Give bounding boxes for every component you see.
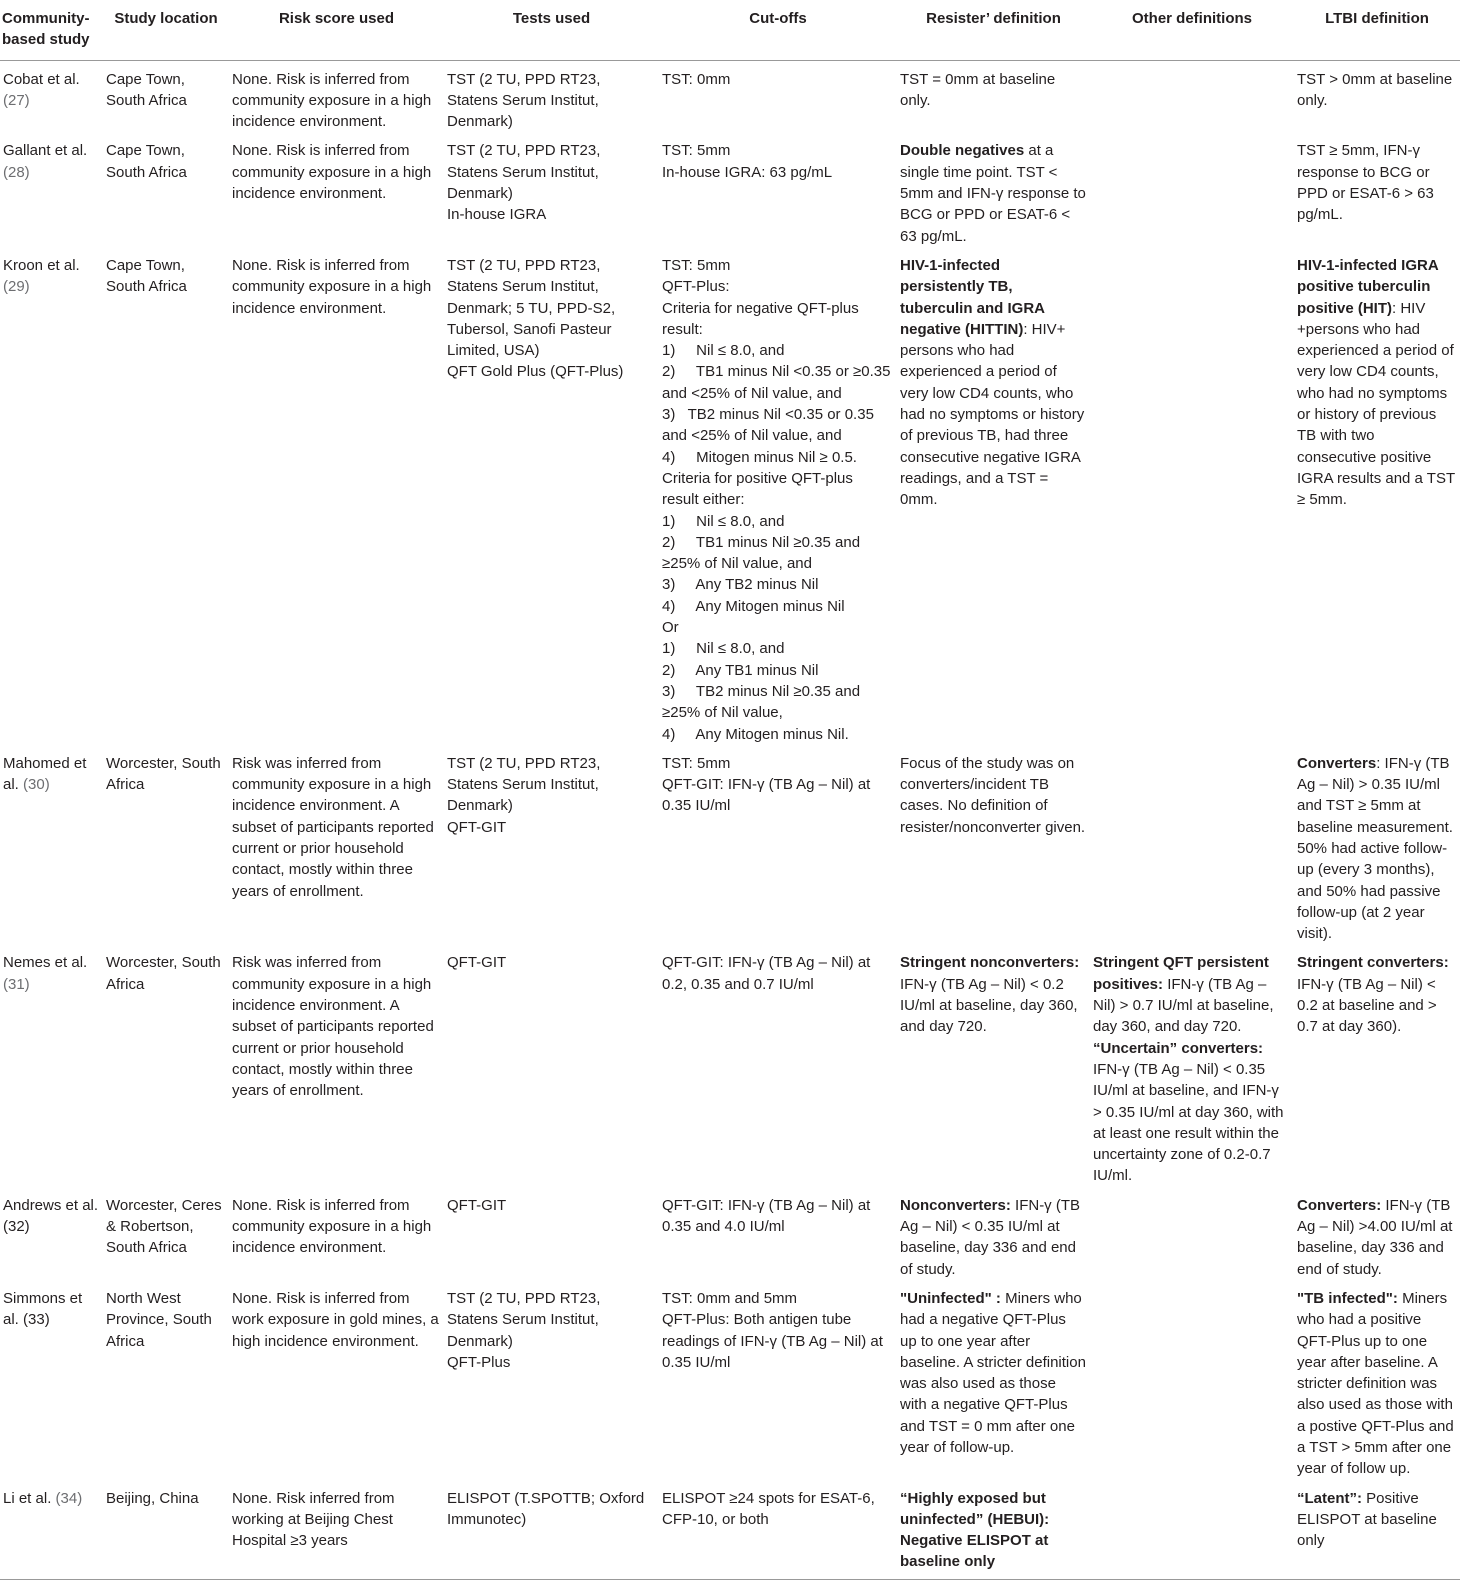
risk-text: None. Risk is inferred from community exposure in a high incidence environment. [232, 256, 432, 317]
cutoff-line: 1) Nil ≤ 8.0, and [662, 342, 785, 360]
other-cell [1090, 132, 1294, 246]
ltbi-text: : IFN-γ (TB Ag – Nil) > 0.35 IU/ml and TST ≥ 5mm at baseline measurement. 50% had active follow-up (every 3 months), and 50% had passive follow-up (at 2 year visit). [1297, 754, 1453, 943]
study-ref-link[interactable]: (30) [23, 776, 50, 794]
study-cell [0, 60, 103, 132]
study-cell [0, 944, 103, 1186]
resister-term: Nonconverters: [900, 1196, 1011, 1214]
cutoffs-cell [659, 60, 897, 132]
test-line: QFT Gold Plus (QFT-Plus) [447, 363, 624, 381]
resister-cell [897, 132, 1090, 246]
cutoff-line: 3) TB2 minus Nil ≥0.35 and ≥25% of Nil value, [662, 682, 865, 722]
ltbi-cell [1294, 1187, 1460, 1280]
header-resister-definition: Resister’ definition [897, 0, 1090, 60]
study-ref-link[interactable]: (29) [3, 278, 30, 296]
cutoff-line: Criteria for positive QFT-plus result either: [662, 469, 858, 509]
resister-text: : HIV+ persons who had experienced a period of very low CD4 counts, who had no symptoms or history of previous TB, had three consecutive negative IGRA readings, and a TST = 0mm. [900, 320, 1085, 509]
other-term: Stringent QFT persistent positives: [1093, 954, 1269, 993]
study-cell [0, 247, 103, 745]
header-cutoffs: Cut-offs [659, 0, 897, 60]
other-text: IFN-γ (TB Ag – Nil) < 0.35 IU/ml at baseline, and IFN-γ > 0.35 IU/ml at day 360, with at least one result within the uncertainty zone of 0.2-0.7 IU/ml. [1093, 1060, 1284, 1185]
resister-cell [897, 1280, 1090, 1480]
location-text: Cape Town, South Africa [106, 142, 187, 181]
table-row [0, 745, 1460, 945]
ltbi-text: TST ≥ 5mm, IFN-γ response to BCG or PPD or ESAT-6 > 63 pg/mL. [1297, 142, 1434, 224]
cutoff-line: 1) Nil ≤ 8.0, and [662, 640, 785, 658]
location-text: Cape Town, South Africa [106, 256, 187, 296]
cutoff-line: TST: 5mm [662, 754, 731, 772]
cutoff-line: QFT-Plus: Both antigen tube readings of IFN-γ (TB Ag – Nil) at 0.35 IU/ml [662, 1311, 888, 1371]
resister-text: IFN-γ (TB Ag – Nil) < 0.2 IU/ml at baseline, day 360, and day 720. [900, 975, 1078, 1036]
cutoff-line: 2) TB1 minus Nil ≥0.35 and ≥25% of Nil value, and [662, 533, 865, 573]
location-text: North West Province, South Africa [106, 1289, 212, 1350]
location-cell [103, 132, 229, 246]
cutoff-line: 3) TB2 minus Nil <0.35 or 0.35 and <25% of Nil value, and [662, 406, 879, 445]
study-name: Li et al. [3, 1489, 52, 1507]
resister-term: “Highly exposed but uninfected” (HEBUI): Negative ELISPOT at baseline only [900, 1489, 1050, 1571]
cutoffs-cell [659, 132, 897, 246]
test-line: TST (2 TU, PPD RT23, Statens Serum Institut, Denmark) [447, 754, 601, 815]
risk-text: None. Risk is inferred from community exposure in a high incidence environment. [232, 70, 432, 131]
risk-cell [229, 1187, 444, 1280]
table-row [0, 132, 1460, 246]
tests-cell [444, 1187, 659, 1280]
ltbi-cell [1294, 944, 1460, 1186]
resister-cell [897, 60, 1090, 132]
tests-cell [444, 247, 659, 745]
tests-cell [444, 132, 659, 246]
risk-text: None. Risk is inferred from work exposure in gold mines, a high incidence environment. [232, 1289, 439, 1350]
table-row [0, 1187, 1460, 1280]
cutoff-line: In-house IGRA: 63 pg/mL [662, 163, 833, 181]
ltbi-cell [1294, 247, 1460, 745]
ltbi-text: Miners who had a positive QFT-Plus up to one year after baseline. A stricter definition was also used as those with a postive QFT-Plus and a TST > 5mm after one year of follow up. [1297, 1289, 1454, 1478]
tests-cell [444, 1280, 659, 1480]
cutoff-line: 1) Nil ≤ 8.0, and [662, 512, 785, 530]
other-definition [1093, 1038, 1290, 1187]
resister-text: Miners who had a negative QFT-Plus up to one year after baseline. A stricter definition was also used as those with a negative QFT-Plus and TST = 0 mm after one year of follow-up. [900, 1289, 1086, 1456]
header-other-definitions: Other definitions [1090, 0, 1294, 60]
cutoff-line: QFT-GIT: IFN-γ (TB Ag – Nil) at 0.2, 0.35 and 0.7 IU/ml [662, 954, 875, 993]
test-line: QFT-GIT [447, 1196, 507, 1214]
risk-cell [229, 944, 444, 1186]
study-name: Gallant et al. [3, 142, 88, 160]
risk-text: Risk was inferred from community exposure in a high incidence environment. A subset of participants reported current or prior household contact, mostly within three years of enrollment. [232, 954, 434, 1100]
risk-cell [229, 247, 444, 745]
cutoff-line: 4) Mitogen minus Nil ≥ 0.5. [662, 448, 857, 466]
location-text: Beijing, China [106, 1489, 199, 1507]
ltbi-cell [1294, 60, 1460, 132]
ltbi-text: Positive ELISPOT at baseline only [1297, 1489, 1437, 1550]
study-name: Andrews et al. (32) [3, 1196, 99, 1236]
location-cell [103, 247, 229, 745]
cutoff-line: 3) Any TB2 minus Nil [662, 576, 819, 594]
location-text: Worcester, South Africa [106, 754, 221, 794]
location-text: Worcester, South Africa [106, 954, 221, 993]
cutoffs-cell [659, 1480, 897, 1580]
ltbi-text: : HIV +persons who had experienced a period of very low CD4 counts, who had no symptoms or history of previous TB with two consecutive positive IGRA results and a TST ≥ 5mm. [1297, 299, 1455, 509]
resister-cell [897, 745, 1090, 945]
ltbi-cell [1294, 132, 1460, 246]
table-row [0, 1280, 1460, 1480]
header-risk-score: Risk score used [229, 0, 444, 60]
study-cell [0, 132, 103, 246]
risk-text: None. Risk is inferred from community exposure in a high incidence environment. [232, 1196, 432, 1257]
risk-cell [229, 1480, 444, 1580]
cutoff-line: 4) Any Mitogen minus Nil. [662, 725, 849, 743]
cutoff-line: ELISPOT ≥24 spots for ESAT-6, CFP-10, or both [662, 1489, 879, 1528]
other-cell [1090, 1187, 1294, 1280]
ltbi-text: IFN-γ (TB Ag – Nil) < 0.2 at baseline and > 0.7 at day 360). [1297, 975, 1437, 1036]
location-text: Worcester, Ceres & Robertson, South Africa [106, 1196, 222, 1257]
study-cell [0, 1187, 103, 1280]
risk-text: None. Risk inferred from working at Beijing Chest Hospital ≥3 years [232, 1489, 395, 1550]
ltbi-term: Converters: [1297, 1196, 1382, 1214]
header-ltbi-definition: LTBI definition [1294, 0, 1460, 60]
ltbi-cell [1294, 1480, 1460, 1580]
location-cell [103, 745, 229, 945]
ltbi-term: Converters [1297, 754, 1377, 772]
test-line: QFT-GIT [447, 954, 507, 972]
tests-cell [444, 60, 659, 132]
test-line: TST (2 TU, PPD RT23, Statens Serum Institut, Denmark) [447, 142, 601, 203]
table-row [0, 247, 1460, 745]
study-name: Nemes et al. [3, 954, 88, 972]
study-ref-link[interactable]: (27) [3, 91, 30, 109]
risk-text: None. Risk is inferred from community exposure in a high incidence environment. [232, 142, 432, 203]
resister-term: Stringent nonconverters: [900, 954, 1080, 972]
study-cell [0, 745, 103, 945]
other-cell [1090, 944, 1294, 1186]
study-ref-link[interactable]: (28) [3, 163, 30, 181]
other-text: IFN-γ (TB Ag – Nil) > 0.7 IU/ml at baseline, day 360, and day 720. [1093, 975, 1274, 1036]
location-cell [103, 1280, 229, 1480]
cutoff-line: Or [662, 619, 679, 637]
table-row [0, 944, 1460, 1186]
tests-cell [444, 745, 659, 945]
risk-cell [229, 745, 444, 945]
resister-term: Double negatives [900, 142, 1025, 160]
cutoff-line: QFT-GIT: IFN-γ (TB Ag – Nil) at 0.35 IU/ml [662, 776, 875, 815]
test-line: QFT-Plus [447, 1353, 511, 1371]
resister-cell [897, 247, 1090, 745]
cutoffs-cell [659, 1280, 897, 1480]
resister-term: "Uninfected" : [900, 1289, 1001, 1307]
resister-text: at a single time point. TST < 5mm and IFN-γ response to BCG or PPD or ESAT-6 < 63 pg/mL. [900, 142, 1086, 245]
study-cell [0, 1480, 103, 1580]
location-cell [103, 944, 229, 1186]
test-line: ELISPOT (T.SPOTTB; Oxford Immunotec) [447, 1489, 645, 1528]
resister-text: Focus of the study was on converters/incident TB cases. No definition of resister/nonconverter given. [900, 754, 1086, 836]
cutoff-line: TST: 0mm and 5mm [662, 1289, 798, 1307]
other-cell [1090, 1480, 1294, 1580]
cutoffs-cell [659, 944, 897, 1186]
study-cell [0, 1280, 103, 1480]
ltbi-cell [1294, 745, 1460, 945]
test-line: In-house IGRA [447, 206, 547, 224]
test-line: TST (2 TU, PPD RT23, Statens Serum Institut, Denmark; 5 TU, PPD-S2, Tubersol, Sanofi Pasteur Limited, USA) [447, 256, 616, 360]
header-location: Study location [103, 0, 229, 60]
table-body [0, 60, 1460, 1579]
cutoffs-cell [659, 745, 897, 945]
ltbi-term: "TB infected": [1297, 1289, 1398, 1307]
other-cell [1090, 247, 1294, 745]
test-line: TST (2 TU, PPD RT23, Statens Serum Institut, Denmark) [447, 70, 601, 131]
resister-cell [897, 1187, 1090, 1280]
table-header [0, 0, 1460, 60]
resister-cell [897, 1480, 1090, 1580]
cutoff-line: 4) Any Mitogen minus Nil [662, 597, 845, 615]
cutoff-line: 2) Any TB1 minus Nil [662, 661, 819, 679]
cutoff-line: QFT-Plus: [662, 278, 730, 296]
study-ref-link[interactable]: (31) [3, 975, 30, 993]
header-tests: Tests used [444, 0, 659, 60]
study-name: Kroon et al. [3, 256, 80, 274]
ltbi-term: HIV-1-infected IGRA positive tuberculin positive (HIT) [1297, 256, 1439, 317]
study-name: Simmons et al. (33) [3, 1289, 83, 1329]
other-term: “Uncertain” converters: [1093, 1039, 1264, 1057]
ltbi-term: Stringent converters: [1297, 954, 1449, 972]
cutoff-line: QFT-GIT: IFN-γ (TB Ag – Nil) at 0.35 and 4.0 IU/ml [662, 1196, 875, 1236]
cutoff-line: TST: 5mm [662, 256, 731, 274]
other-cell [1090, 60, 1294, 132]
table-row [0, 1480, 1460, 1580]
location-cell [103, 1480, 229, 1580]
cutoff-line: TST: 0mm [662, 70, 731, 88]
other-definition [1093, 952, 1290, 1037]
cutoffs-cell [659, 1187, 897, 1280]
test-line: TST (2 TU, PPD RT23, Statens Serum Institut, Denmark) [447, 1289, 601, 1350]
cutoffs-cell [659, 247, 897, 745]
resister-term: HIV-1-infected persistently TB, tuberculin and IGRA negative (HITTIN) [900, 256, 1045, 338]
ltbi-cell [1294, 1280, 1460, 1480]
other-cell [1090, 1280, 1294, 1480]
risk-text: Risk was inferred from community exposure in a high incidence environment. A subset of participants reported current or prior household contact, mostly within three years of enrollment. [232, 754, 434, 900]
resister-cell [897, 944, 1090, 1186]
risk-cell [229, 1280, 444, 1480]
study-name: Mahomed et al. [3, 754, 87, 794]
risk-cell [229, 60, 444, 132]
other-cell [1090, 745, 1294, 945]
cutoff-line: TST: 5mm [662, 142, 731, 160]
risk-cell [229, 132, 444, 246]
location-text: Cape Town, South Africa [106, 70, 187, 109]
location-cell [103, 1187, 229, 1280]
study-name: Cobat et al. [3, 70, 80, 88]
table-row [0, 60, 1460, 132]
resister-text: IFN-γ (TB Ag – Nil) < 0.35 IU/ml at baseline, day 336 and end of study. [900, 1196, 1081, 1278]
cutoff-line: Criteria for negative QFT-plus result: [662, 299, 863, 338]
ltbi-term: “Latent”: [1297, 1489, 1362, 1507]
resister-text: TST = 0mm at baseline only. [900, 70, 1056, 109]
tests-cell [444, 1480, 659, 1580]
header-study: Community-based study [0, 0, 103, 60]
location-cell [103, 60, 229, 132]
tests-cell [444, 944, 659, 1186]
study-ref-link[interactable]: (34) [55, 1489, 83, 1507]
ltbi-text: TST > 0mm at baseline only. [1297, 70, 1453, 109]
test-line: QFT-GIT [447, 818, 507, 836]
cutoff-line: 2) TB1 minus Nil <0.35 or ≥0.35 and <25% of Nil value, and [662, 363, 895, 402]
ltbi-text: IFN-γ (TB Ag – Nil) >4.00 IU/ml at baseline, day 336 and end of study. [1297, 1196, 1453, 1278]
